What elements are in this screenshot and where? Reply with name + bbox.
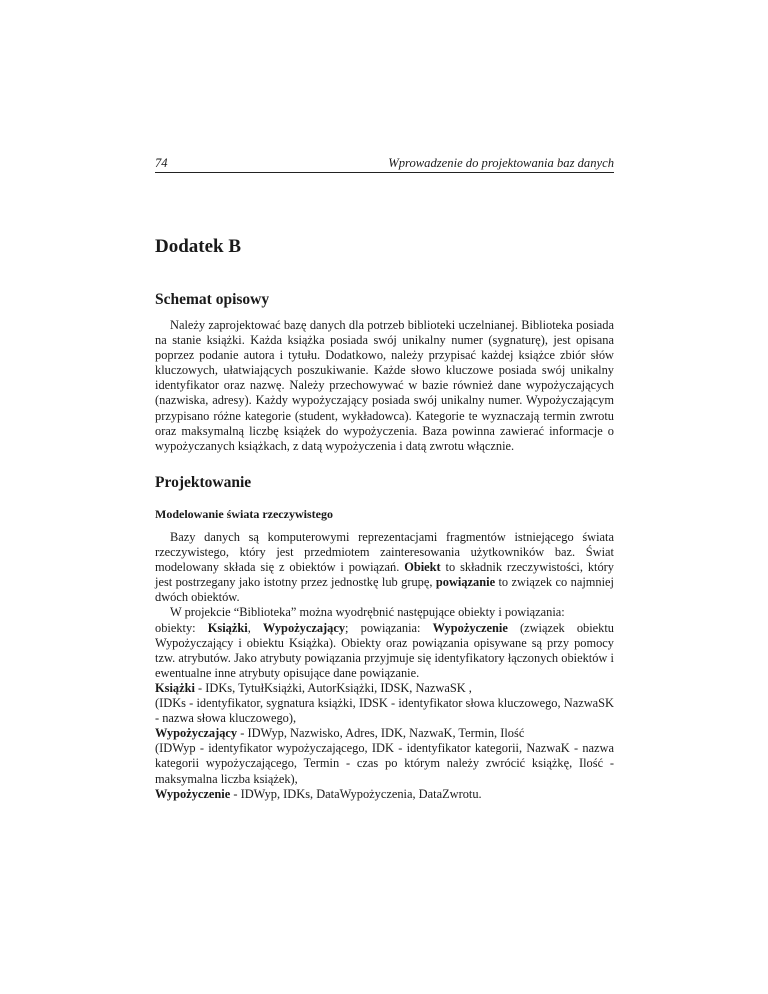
entity-ksiazki-name: Książki [155,680,195,695]
text-run: to składnik rzeczywistości, który jest postrzegany jako istotny przez jednostkę lub grupę, [155,560,614,590]
running-title: Wprowadzenie do projektowania baz danych [388,156,614,170]
term-powiazanie: powiązanie [435,575,496,590]
running-header [155,152,614,173]
entity-wypozyczajacy-name: Wypożyczający [155,726,238,741]
paragraph-bazy-danych [155,530,614,605]
entity-ksiazki-attributes: - IDKs, TytułKsiążki, AutorKsiążki, IDSK, NazwaSK , [194,680,472,695]
paragraph-obiekty [155,621,614,681]
text-run: obiekty: [155,620,208,635]
section-title-schemat: Schemat opisowy [155,291,270,308]
entity-wypozyczajacy-line [155,726,614,741]
section-schemat-body [155,318,614,454]
chapter-title: Dodatek B [155,236,242,257]
page-number: 74 [155,156,168,170]
entity-ksiazki-line [155,681,614,696]
text-run: ; powiązania: [345,620,433,635]
text-run: Bazy danych są komputerowymi reprezentacjami fragmentów istniejącego świata rzeczywistego, który jest przedmiotem zainteresowania użytkowników baz. Świat modelowany składa się z obiektów i powiązań. [155,530,614,575]
term-ksiazki: Książki [207,620,248,635]
term-wypozyczenie: Wypożyczenie [432,620,508,635]
section-projektowanie-body [155,530,614,802]
paragraph-projekt-biblioteka: W projekcie “Biblioteka” można wyodrębnić następujące obiekty i powiązania: [170,605,565,620]
entity-wypozyczajacy-legend: (IDWyp - identyfikator wypożyczającego, IDK - identyfikator kategorii, NazwaK - nazwa kategorii wypożyczającego, Termin - czas po którym należy zwrócić książkę, Ilość - maksymalna liczba książek), [155,741,614,786]
relation-wypozyczenie-attributes: - IDWyp, IDKs, DataWypożyczenia, DataZwrotu. [230,786,482,801]
entity-ksiazki-legend: (IDKs - identyfikator, sygnatura książki, IDSK - identyfikator słowa kluczowego, NazwaSK - nazwa słowa kluczowego), [155,696,614,726]
book-page [155,152,614,801]
paragraph-schemat: Należy zaprojektować bazę danych dla potrzeb biblioteki uczelnianej. Biblioteka posiada na stanie książki. Każda książka posiada swój unikalny numer (sygnaturę), jest opisana poprzez podanie autora i tytułu. Dodatkowo, należy przypisać każdej książce zbiór słów kluczowych, ułatwiających poszukiwanie. Każde słowo kluczowe posiada swój unikalny identyfikator oraz nazwę. Należy przechowywać w bazie również dane wypożyczających (nazwiska, adresy). Każdy wypożyczający posiada swój unikalny numer. Wypożyczającym przypisano różne kategorie (student, wykładowca). Kategorie te wyznaczają termin zwrotu oraz maksymalną liczbę książek do wypożyczenia. Baza powinna zawierać informacje o wypożyczanych książkach, z datą wypożyczenia i datą zwrotu włącznie. [155,318,614,453]
section-title-projektowanie: Projektowanie [155,474,252,491]
text-run: to związek co najmniej dwóch obiektów. [155,575,614,605]
term-obiekt: Obiekt [404,560,441,575]
term-wypozyczajacy: Wypożyczający [262,620,346,635]
text-run: , [247,620,263,635]
subsection-title-modelowanie: Modelowanie świata rzeczywistego [155,507,333,521]
relation-wypozyczenie-name: Wypożyczenie [155,786,231,801]
text-run: (związek obiektu Wypożyczający i obiektu Książka). Obiekty oraz powiązania opisywane są przy pomocy tzw. atrybutów. Jako atrybuty powiązania przyjmuje się identyfikatory łączonych obiektów i ewentualne inne atrybuty opisujące dane powiązanie. [155,620,614,680]
relation-wypozyczenie-line [155,787,614,802]
entity-wypozyczajacy-attributes: - IDWyp, Nazwisko, Adres, IDK, NazwaK, Termin, Ilość [237,726,525,741]
